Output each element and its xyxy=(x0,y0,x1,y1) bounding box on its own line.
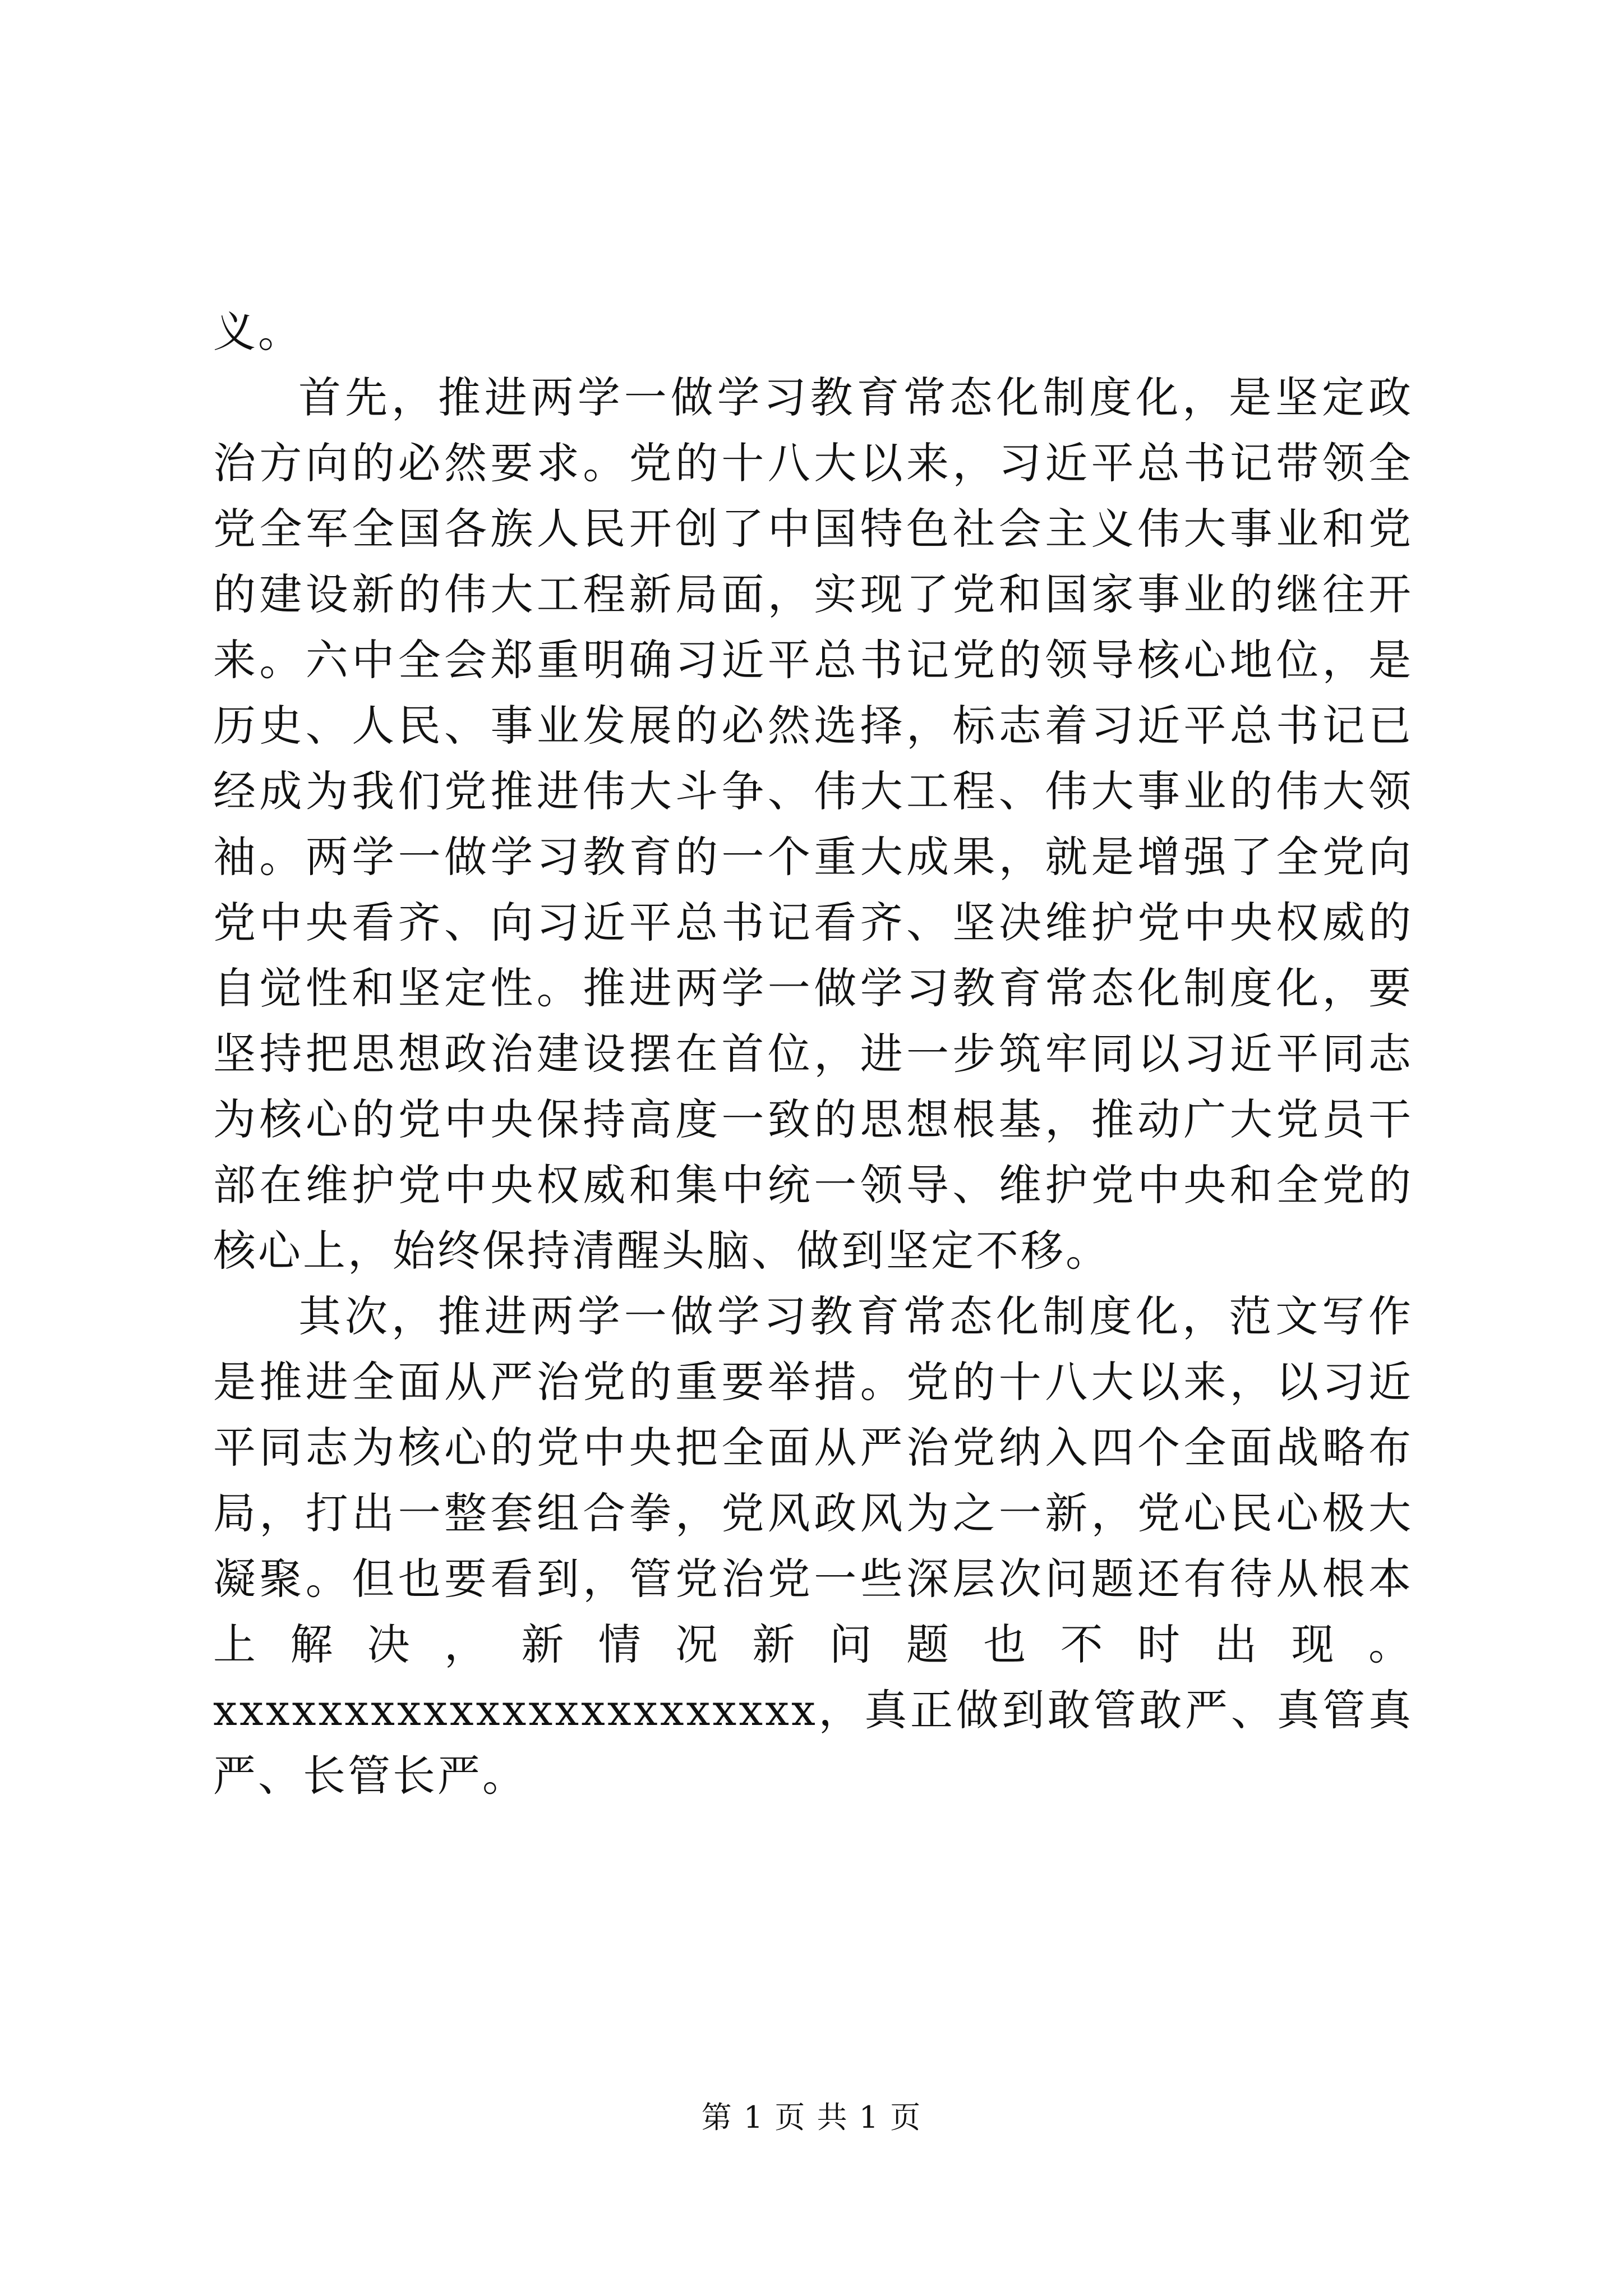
page-footer: 第 1 页 共 1 页 xyxy=(701,2100,922,2135)
paragraph-second-point: 其次，推进两学一做学习教育常态化制度化，范文写作是推进全面从严治党的重要举措。党的十八大以来，以习近平同志为核心的党中央把全面从严治党纳入四个全面战略布局，打出一整套组合拳，党风政风为之一新，党心民心极大凝聚。但也要看到，管党治党一些深层次问题还有待从根本上解决，新情况新问题也不时出现。xxxxxxxxxxxxxxxxxxxxxxx，真正做到敢管敢严、真管真严、长管长严。 xyxy=(213,1291,1413,1801)
paragraph-continuation: 义。 xyxy=(213,307,303,357)
document-body xyxy=(213,299,1413,1809)
paragraph-first-point: 首先，推进两学一做学习教育常态化制度化，是坚定政治方向的必然要求。党的十八大以来，习近平总书记带领全党全军全国各族人民开创了中国特色社会主义伟大事业和党的建设新的伟大工程新局面，实现了党和国家事业的继往开来。六中全会郑重明确习近平总书记党的领导核心地位，是历史、人民、事业发展的必然选择，标志着习近平总书记已经成为我们党推进伟大斗争、伟大工程、伟大事业的伟大领袖。两学一做学习教育的一个重大成果，就是增强了全党向党中央看齐、向习近平总书记看齐、坚决维护党中央权威的自觉性和坚定性。推进两学一做学习教育常态化制度化，要坚持把思想政治建设摆在首位，进一步筑牢同以习近平同志为核心的党中央保持高度一致的思想根基，推动广大党员干部在维护党中央权威和集中统一领导、维护党中央和全党的核心上，始终保持清醒头脑、做到坚定不移。 xyxy=(213,372,1413,1276)
